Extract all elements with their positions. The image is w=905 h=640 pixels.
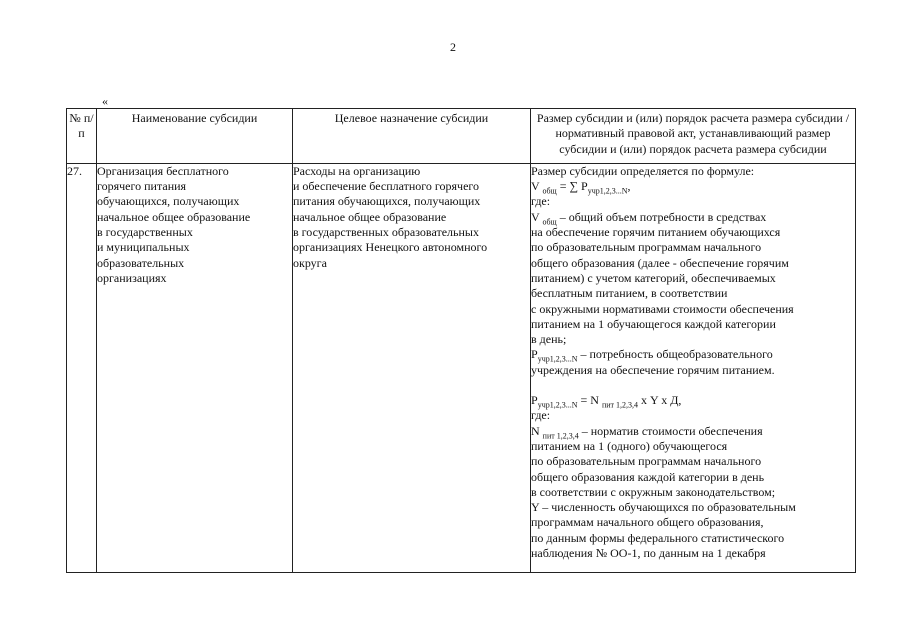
subsidy-size-cell <box>531 163 856 572</box>
header-number: № п/п <box>67 109 97 164</box>
subsidy-name-line: обучающихся, получающих <box>97 194 240 209</box>
n-definition-line: по образовательным программам начального <box>531 454 762 469</box>
y-definition-line: Y – численность обучающихся по образовательным <box>531 500 796 515</box>
formula-subscript: учр1,2,3...N <box>587 186 628 196</box>
formula-subscript: пит 1,2,3,4 <box>542 431 579 441</box>
p-definition <box>531 347 855 362</box>
v-definition-line: питанием на 1 обучающегося каждой категории <box>531 316 776 331</box>
v-definition-line: по образовательным программам начального <box>531 240 762 255</box>
formula-subscript: общ <box>542 186 557 196</box>
purpose-line: питания обучающихся, получающих <box>293 194 481 209</box>
subsidy-table <box>66 108 856 573</box>
where-label: где: <box>531 408 551 423</box>
formula-text: х Y х Д, <box>638 393 682 408</box>
paragraph-gap <box>531 378 855 393</box>
p-definition-line: учреждения на обеспечение горячим питанием. <box>531 362 775 377</box>
formula-subscript: учр1,2,3...N <box>537 354 578 364</box>
subsidy-name-line: начальное общее образование <box>97 209 251 224</box>
subsidy-name-line: и муниципальных <box>97 240 190 255</box>
subsidy-name-line: горячего питания <box>97 179 187 194</box>
v-definition-line: на обеспечение горячим питанием обучающихся <box>531 225 781 240</box>
purpose-cell <box>293 163 531 572</box>
purpose-line: начальное общее образование <box>293 209 447 224</box>
formula-text: – общий объем потребности в средствах <box>556 209 767 224</box>
formula-subscript: общ <box>542 217 557 227</box>
opening-quote-mark: « <box>102 94 108 108</box>
purpose-line: Расходы на организацию <box>293 163 421 178</box>
formula-symbol: N <box>531 423 543 438</box>
subsidy-name-cell <box>97 163 293 572</box>
formula-symbol: P <box>531 347 538 362</box>
page-number: 2 <box>450 40 456 54</box>
purpose-line: и обеспечение бесплатного горячего <box>293 179 480 194</box>
header-subsidy-name: Наименование субсидии <box>97 109 293 164</box>
row-number: 27. <box>67 163 97 572</box>
v-definition-line: с окружными нормативами стоимости обеспечения <box>531 301 794 316</box>
y-definition-line: по данным формы федерального статистического <box>531 530 785 545</box>
n-definition-line: в соответствии с окружным законодательством; <box>531 484 776 499</box>
y-definition-line: программам начального общего образования, <box>531 515 764 530</box>
formula-text: – потребность общеобразовательного <box>577 347 773 362</box>
subsidy-name-line: образовательных <box>97 255 185 270</box>
header-subsidy-size: Размер субсидии и (или) порядок расчета размера субсидии / нормативный правовой акт, устанавливающий размер субсидии и (или) порядок расчета размера субсидии <box>531 109 856 164</box>
purpose-line: округа <box>293 255 327 270</box>
table-row <box>67 163 856 572</box>
formula-total <box>531 179 855 194</box>
subsidy-name-line: в государственных <box>97 225 193 240</box>
formula-institution <box>531 393 855 408</box>
subsidy-name-line: Организация бесплатного <box>97 163 229 178</box>
formula-text: = ∑ P <box>556 179 588 194</box>
formula-text: – норматив стоимости обеспечения <box>578 423 763 438</box>
formula-text: , <box>627 179 631 194</box>
n-definition-line: питанием на 1 (одного) обучающегося <box>531 438 728 453</box>
v-definition <box>531 210 855 225</box>
formula-symbol: V <box>531 179 540 194</box>
subsidy-name-line: организациях <box>97 270 167 285</box>
header-purpose: Целевое назначение субсидии <box>293 109 531 164</box>
formula-intro: Размер субсидии определяется по формуле: <box>531 163 755 178</box>
formula-text: = N <box>577 393 602 408</box>
n-definition <box>531 424 855 439</box>
v-definition-line: общего образования (далее - обеспечение горячим <box>531 255 789 270</box>
where-label: где: <box>531 194 551 209</box>
formula-subscript: учр1,2,3...N <box>537 400 578 410</box>
y-definition-line: наблюдения № ОО-1, по данным на 1 декабря <box>531 546 766 561</box>
purpose-line: в государственных образовательных <box>293 225 479 240</box>
v-definition-line: питанием) с учетом категорий, обеспечиваемых <box>531 270 776 285</box>
formula-subscript: пит 1,2,3,4 <box>601 400 638 410</box>
v-definition-line: в день; <box>531 332 567 347</box>
formula-symbol: P <box>531 393 538 408</box>
table-header-row <box>67 109 856 164</box>
v-definition-line: бесплатным питанием, в соответствии <box>531 286 728 301</box>
purpose-line: организациях Ненецкого автономного <box>293 240 488 255</box>
n-definition-line: общего образования каждой категории в день <box>531 469 765 484</box>
formula-symbol: V <box>531 209 540 224</box>
